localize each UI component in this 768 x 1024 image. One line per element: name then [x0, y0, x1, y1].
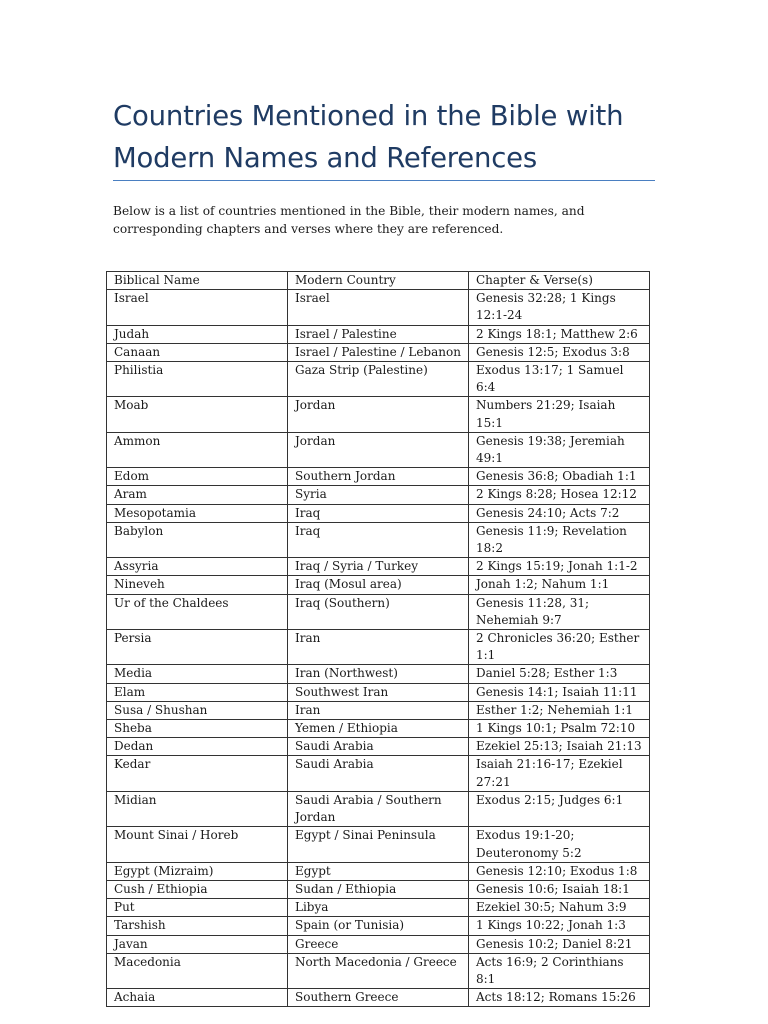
table-row: [107, 432, 650, 467]
table-row: [107, 325, 650, 343]
table-header-row: [107, 272, 650, 290]
modern-country-cell: Israel: [288, 290, 469, 325]
chapter-verse-cell: 2 Kings 18:1; Matthew 2:6: [469, 325, 650, 343]
page-title: Countries Mentioned in the Bible with Modern Names and References: [113, 100, 624, 174]
chapter-verse-cell: Genesis 10:2; Daniel 8:21: [469, 935, 650, 953]
table-row: [107, 343, 650, 361]
chapter-verse-cell: Genesis 11:9; Revelation 18:2: [469, 522, 650, 557]
table-row: [107, 630, 650, 665]
chapter-verse-cell: Acts 16:9; 2 Corinthians 8:1: [469, 953, 650, 988]
chapter-verse-cell: Acts 18:12; Romans 15:26: [469, 989, 650, 1007]
modern-country-cell: Gaza Strip (Palestine): [288, 362, 469, 397]
chapter-verse-cell: 2 Kings 8:28; Hosea 12:12: [469, 486, 650, 504]
modern-country-cell: Iran: [288, 630, 469, 665]
chapter-verse-cell: Genesis 12:10; Exodus 1:8: [469, 862, 650, 880]
biblical-name-cell: Kedar: [107, 756, 288, 791]
biblical-name-cell: Ur of the Chaldees: [107, 594, 288, 629]
title-divider: [113, 180, 655, 181]
table-row: [107, 989, 650, 1007]
modern-country-cell: Iran (Northwest): [288, 665, 469, 683]
chapter-verse-cell: Genesis 32:28; 1 Kings 12:1-24: [469, 290, 650, 325]
modern-country-cell: Egypt: [288, 862, 469, 880]
chapter-verse-cell: Exodus 19:1-20; Deuteronomy 5:2: [469, 827, 650, 862]
chapter-verse-cell: Genesis 11:28, 31; Nehemiah 9:7: [469, 594, 650, 629]
modern-country-cell: Iran: [288, 701, 469, 719]
biblical-name-cell: Nineveh: [107, 576, 288, 594]
chapter-verse-cell: 2 Kings 15:19; Jonah 1:1-2: [469, 558, 650, 576]
chapter-verse-cell: 1 Kings 10:22; Jonah 1:3: [469, 917, 650, 935]
table-row: [107, 827, 650, 862]
chapter-verse-cell: Jonah 1:2; Nahum 1:1: [469, 576, 650, 594]
biblical-name-cell: Media: [107, 665, 288, 683]
modern-country-cell: Spain (or Tunisia): [288, 917, 469, 935]
chapter-verse-cell: Esther 1:2; Nehemiah 1:1: [469, 701, 650, 719]
column-header-chapter-verse: Chapter & Verse(s): [469, 272, 650, 290]
table-row: [107, 486, 650, 504]
table-row: [107, 665, 650, 683]
biblical-name-cell: Babylon: [107, 522, 288, 557]
biblical-name-cell: Aram: [107, 486, 288, 504]
chapter-verse-cell: Exodus 2:15; Judges 6:1: [469, 791, 650, 826]
chapter-verse-cell: Isaiah 21:16-17; Ezekiel 27:21: [469, 756, 650, 791]
modern-country-cell: Iraq (Southern): [288, 594, 469, 629]
column-header-biblical-name: Biblical Name: [107, 272, 288, 290]
modern-country-cell: Egypt / Sinai Peninsula: [288, 827, 469, 862]
biblical-name-cell: Edom: [107, 468, 288, 486]
table-row: [107, 683, 650, 701]
biblical-name-cell: Midian: [107, 791, 288, 826]
biblical-name-cell: Dedan: [107, 738, 288, 756]
chapter-verse-cell: Genesis 10:6; Isaiah 18:1: [469, 880, 650, 898]
table-row: [107, 522, 650, 557]
modern-country-cell: Iraq: [288, 504, 469, 522]
chapter-verse-cell: Genesis 24:10; Acts 7:2: [469, 504, 650, 522]
chapter-verse-cell: Exodus 13:17; 1 Samuel 6:4: [469, 362, 650, 397]
chapter-verse-cell: Genesis 36:8; Obadiah 1:1: [469, 468, 650, 486]
table-row: [107, 862, 650, 880]
intro-paragraph: Below is a list of countries mentioned in the Bible, their modern names, and corresponding chapters and verses where they are referenced.: [113, 204, 585, 236]
biblical-name-cell: Put: [107, 899, 288, 917]
table-row: [107, 953, 650, 988]
biblical-name-cell: Cush / Ethiopia: [107, 880, 288, 898]
table-row: [107, 576, 650, 594]
modern-country-cell: Iraq: [288, 522, 469, 557]
biblical-name-cell: Israel: [107, 290, 288, 325]
modern-country-cell: Libya: [288, 899, 469, 917]
modern-country-cell: Saudi Arabia: [288, 738, 469, 756]
modern-country-cell: Syria: [288, 486, 469, 504]
table-row: [107, 558, 650, 576]
table-row: [107, 791, 650, 826]
table-row: [107, 935, 650, 953]
modern-country-cell: Israel / Palestine: [288, 325, 469, 343]
chapter-verse-cell: 2 Chronicles 36:20; Esther 1:1: [469, 630, 650, 665]
chapter-verse-cell: Daniel 5:28; Esther 1:3: [469, 665, 650, 683]
modern-country-cell: Southern Greece: [288, 989, 469, 1007]
chapter-verse-cell: Genesis 12:5; Exodus 3:8: [469, 343, 650, 361]
column-header-modern-country: Modern Country: [288, 272, 469, 290]
table-row: [107, 738, 650, 756]
modern-country-cell: Israel / Palestine / Lebanon: [288, 343, 469, 361]
table-row: [107, 756, 650, 791]
chapter-verse-cell: Genesis 19:38; Jeremiah 49:1: [469, 432, 650, 467]
table-row: [107, 362, 650, 397]
table-row: [107, 880, 650, 898]
biblical-name-cell: Egypt (Mizraim): [107, 862, 288, 880]
modern-country-cell: Greece: [288, 935, 469, 953]
table-row: [107, 468, 650, 486]
biblical-name-cell: Persia: [107, 630, 288, 665]
chapter-verse-cell: Ezekiel 25:13; Isaiah 21:13: [469, 738, 650, 756]
biblical-name-cell: Sheba: [107, 720, 288, 738]
modern-country-cell: Southwest Iran: [288, 683, 469, 701]
biblical-name-cell: Macedonia: [107, 953, 288, 988]
chapter-verse-cell: Genesis 14:1; Isaiah 11:11: [469, 683, 650, 701]
modern-country-cell: Yemen / Ethiopia: [288, 720, 469, 738]
modern-country-cell: Saudi Arabia / Southern Jordan: [288, 791, 469, 826]
modern-country-cell: Saudi Arabia: [288, 756, 469, 791]
modern-country-cell: Southern Jordan: [288, 468, 469, 486]
table-row: [107, 917, 650, 935]
table-row: [107, 899, 650, 917]
modern-country-cell: North Macedonia / Greece: [288, 953, 469, 988]
biblical-name-cell: Achaia: [107, 989, 288, 1007]
table-row: [107, 720, 650, 738]
modern-country-cell: Jordan: [288, 397, 469, 432]
biblical-name-cell: Philistia: [107, 362, 288, 397]
biblical-name-cell: Tarshish: [107, 917, 288, 935]
biblical-name-cell: Elam: [107, 683, 288, 701]
table-row: [107, 397, 650, 432]
table-row: [107, 504, 650, 522]
table-body: [107, 290, 650, 1007]
chapter-verse-cell: Numbers 21:29; Isaiah 15:1: [469, 397, 650, 432]
biblical-name-cell: Javan: [107, 935, 288, 953]
biblical-name-cell: Ammon: [107, 432, 288, 467]
table-row: [107, 701, 650, 719]
modern-country-cell: Iraq (Mosul area): [288, 576, 469, 594]
biblical-name-cell: Canaan: [107, 343, 288, 361]
modern-country-cell: Jordan: [288, 432, 469, 467]
biblical-name-cell: Assyria: [107, 558, 288, 576]
biblical-name-cell: Mount Sinai / Horeb: [107, 827, 288, 862]
chapter-verse-cell: 1 Kings 10:1; Psalm 72:10: [469, 720, 650, 738]
modern-country-cell: Iraq / Syria / Turkey: [288, 558, 469, 576]
countries-table: [106, 271, 650, 1007]
chapter-verse-cell: Ezekiel 30:5; Nahum 3:9: [469, 899, 650, 917]
biblical-name-cell: Mesopotamia: [107, 504, 288, 522]
biblical-name-cell: Susa / Shushan: [107, 701, 288, 719]
table-row: [107, 290, 650, 325]
biblical-name-cell: Judah: [107, 325, 288, 343]
modern-country-cell: Sudan / Ethiopia: [288, 880, 469, 898]
table-row: [107, 594, 650, 629]
biblical-name-cell: Moab: [107, 397, 288, 432]
